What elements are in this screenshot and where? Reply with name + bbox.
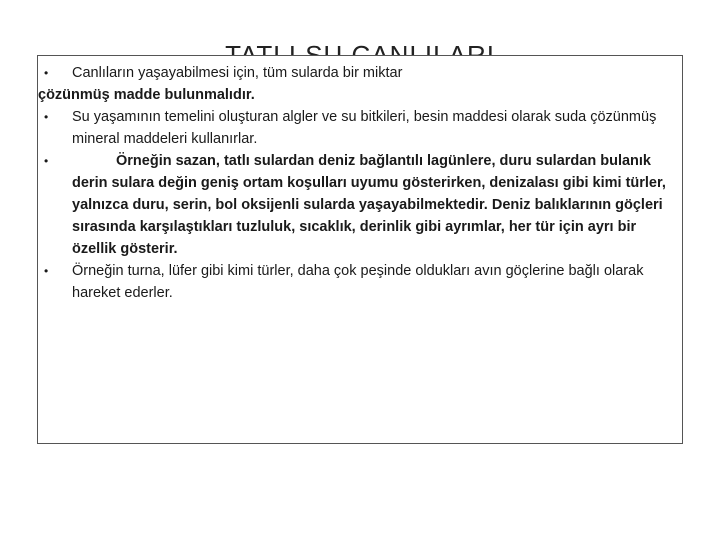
bullet-item-4 xyxy=(38,260,682,304)
bullet-1-line-1: Canlıların yaşayabilmesi için, tüm sularda bir miktar xyxy=(72,65,403,81)
content-box xyxy=(37,55,683,444)
bullet-dot: • xyxy=(44,110,49,124)
bullet-item-3 xyxy=(38,150,682,260)
bullet-item-2 xyxy=(38,106,682,150)
bullet-dot: • xyxy=(44,66,49,80)
bullet-4-text: Örneğin turna, lüfer gibi kimi türler, daha çok peşinde oldukları avın göçlerine bağlı olarak hareket ederler. xyxy=(72,263,644,301)
bullet-3-text: Örneğin sazan, tatlı sulardan deniz bağlantılı lagünlere, duru sulardan bulanık derin sulara değin geniş ortam koşulları uyumu gösterirken, denizalası gibi kimi türler, yalnızca duru, serin, bol oksijenli sularda yaşayabilmektedir. Deniz balıklarının göçleri sırasında karşılaştıkları tuzluluk, sıcaklık, derinlik gibi ayrımlar, her tür için ayrı bir özellik gösterir. xyxy=(72,153,666,257)
bullet-1-line-2: çözünmüş madde bulunmalıdır. xyxy=(38,87,255,103)
bullet-dot: • xyxy=(44,264,49,278)
bullet-dot: • xyxy=(44,154,49,168)
bullet-list xyxy=(38,62,682,304)
bullet-2-text: Su yaşamının temelini oluşturan algler ve su bitkileri, besin maddesi olarak suda çözünmüş mineral maddeleri kullanırlar. xyxy=(72,109,657,147)
bullet-item-1 xyxy=(38,62,682,106)
